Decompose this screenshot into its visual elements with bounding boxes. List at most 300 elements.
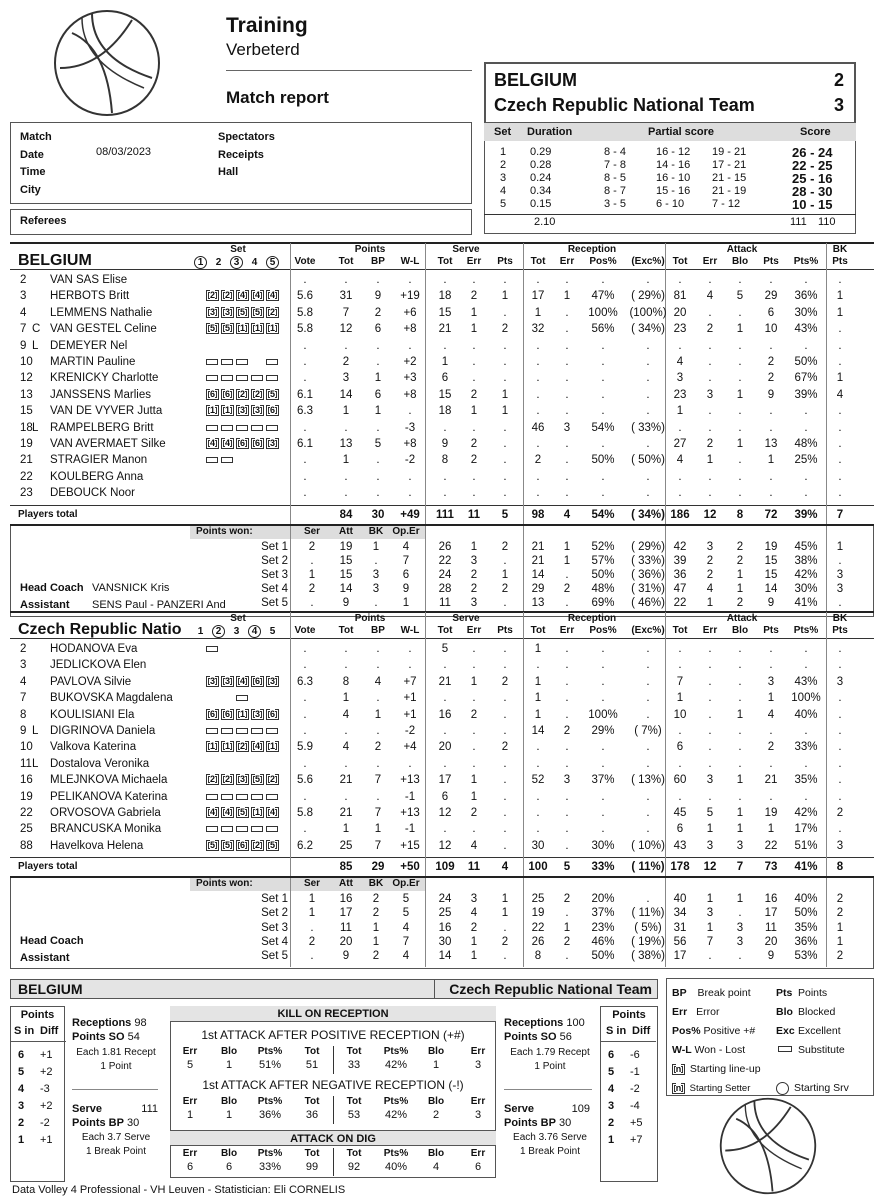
kill-header: Pts% bbox=[257, 1096, 283, 1107]
kill-divider bbox=[333, 1046, 334, 1074]
stat-cell: . bbox=[376, 790, 380, 803]
stat-cell: . bbox=[303, 659, 307, 672]
stat-cell: . bbox=[738, 470, 742, 483]
set-position-value: 3 bbox=[254, 708, 260, 719]
set-position-value: 2 bbox=[224, 774, 230, 785]
total-cell: 73 bbox=[764, 861, 778, 874]
set-stat-cell: 20 bbox=[764, 935, 778, 948]
substitute-marker bbox=[206, 794, 218, 800]
set-stat-cell: ( 11%) bbox=[631, 907, 665, 920]
set-stat-cell: 4 bbox=[470, 907, 478, 920]
bottom-team-a: BELGIUM bbox=[18, 981, 83, 997]
stat-cell: . bbox=[536, 487, 540, 500]
head-coach-name: VANSNICK Kris bbox=[92, 582, 170, 594]
kill-header: Tot bbox=[346, 1046, 362, 1057]
set-stat-cell: 17 bbox=[764, 907, 778, 920]
set-position-value: 3 bbox=[224, 306, 230, 317]
stat-cell: . bbox=[601, 757, 605, 770]
starting-position bbox=[206, 389, 219, 400]
total-cell: 111 bbox=[436, 508, 454, 521]
stat-cell: 5.6 bbox=[297, 290, 313, 303]
stat-cell: . bbox=[344, 470, 348, 483]
rotation-diff: +2 bbox=[40, 1066, 53, 1078]
stat-cell: 5.8 bbox=[297, 323, 313, 336]
stat-cell: . bbox=[678, 339, 682, 352]
stat-cell: 1 bbox=[470, 405, 478, 418]
total-cell: 100 bbox=[528, 861, 548, 874]
stat-cell: . bbox=[838, 643, 842, 655]
set-stat-cell: 15 bbox=[764, 554, 778, 567]
set-stat-cell: 45% bbox=[794, 540, 818, 553]
sin-label-b: S in bbox=[606, 1025, 627, 1037]
set-stat-cell: 15 bbox=[339, 554, 353, 567]
stat-cell: ( 29%) bbox=[631, 290, 665, 303]
column-divider bbox=[826, 857, 827, 876]
stat-cell: . bbox=[503, 839, 507, 852]
set-stat-cell: 3 bbox=[836, 583, 844, 596]
stat-cell: 1 bbox=[563, 290, 571, 303]
stat-cell: . bbox=[536, 659, 540, 672]
player-role: C bbox=[32, 323, 41, 336]
stat-cell: -1 bbox=[404, 790, 416, 803]
rotation-position: 4 bbox=[608, 1083, 615, 1095]
stat-cell: 2 bbox=[470, 708, 478, 721]
stat-cell: . bbox=[646, 487, 650, 500]
stat-cell: . bbox=[601, 470, 605, 483]
substitute-marker bbox=[221, 425, 233, 431]
stat-cell: . bbox=[565, 323, 569, 336]
total-cell: ( 11%) bbox=[631, 861, 665, 874]
stat-cell: . bbox=[708, 470, 712, 483]
legend-err: Err bbox=[672, 1006, 688, 1018]
set-position-value: 1 bbox=[209, 405, 215, 416]
stat-cell: 1 bbox=[836, 372, 844, 385]
player-row bbox=[10, 657, 874, 673]
set-number-3: 3 bbox=[230, 256, 243, 269]
total-cell: 41% bbox=[794, 861, 818, 874]
set-stat-cell: 38% bbox=[794, 554, 818, 567]
kill-value: 51 bbox=[305, 1059, 319, 1071]
player-row bbox=[10, 821, 874, 837]
legend-exc: Exc bbox=[776, 1025, 795, 1037]
player-name: ORVOSOVA Gabriela bbox=[50, 807, 161, 819]
stat-cell: 5.8 bbox=[297, 807, 313, 819]
stat-cell: 5.6 bbox=[297, 774, 313, 787]
starting-position bbox=[266, 709, 279, 720]
set-stat-cell: 2 bbox=[308, 583, 316, 596]
stat-cell: . bbox=[565, 487, 569, 500]
col-subheader-tot: Tot bbox=[338, 625, 354, 636]
stat-cell: . bbox=[769, 643, 773, 655]
stat-cell: 6.3 bbox=[297, 405, 313, 418]
stat-cell: 2 bbox=[470, 388, 478, 401]
legend-sub-text: Substitute bbox=[798, 1044, 845, 1056]
player-name: VAN GESTEL Celine bbox=[50, 323, 157, 336]
set-position-value: 5 bbox=[269, 839, 275, 850]
stat-cell: 1 bbox=[676, 692, 684, 705]
set-position-value: 1 bbox=[239, 323, 245, 334]
kill-header: Blo bbox=[427, 1096, 445, 1107]
stat-cell: . bbox=[303, 708, 307, 721]
stat-cell: . bbox=[708, 659, 712, 672]
starting-position bbox=[251, 405, 264, 416]
set-stat-cell: 2 bbox=[563, 893, 571, 906]
set-label: Set 5 bbox=[261, 597, 288, 610]
match-date: 08/03/2023 bbox=[96, 146, 152, 158]
stat-cell: 43 bbox=[673, 839, 687, 852]
stat-cell: . bbox=[565, 274, 569, 286]
set-stat-cell: 21 bbox=[531, 540, 545, 553]
player-row bbox=[10, 739, 874, 755]
total-cell: 33% bbox=[591, 861, 615, 874]
player-name: VAN AVERMAET Silke bbox=[50, 438, 166, 450]
kill-header: Pts% bbox=[383, 1096, 409, 1107]
stat-cell: . bbox=[565, 643, 569, 655]
stat-cell: . bbox=[678, 757, 682, 770]
starting-position bbox=[266, 807, 279, 818]
set-stat-cell: 2 bbox=[736, 597, 744, 610]
column-divider bbox=[665, 505, 666, 524]
stat-cell: 1 bbox=[534, 708, 542, 721]
player-row bbox=[10, 838, 874, 854]
stat-cell: . bbox=[536, 356, 540, 368]
set-stat-cell: 2 bbox=[836, 893, 844, 906]
sets-cell: 17 - 21 bbox=[712, 159, 747, 171]
stat-cell: . bbox=[565, 372, 569, 385]
set-number-5: 5 bbox=[269, 626, 276, 637]
stat-cell: . bbox=[376, 659, 380, 672]
starting-position bbox=[236, 709, 249, 720]
points-label-a: Points bbox=[20, 1009, 55, 1021]
starting-position bbox=[251, 307, 264, 318]
set-number-4: 4 bbox=[251, 257, 258, 268]
total-cell: 109 bbox=[435, 861, 455, 874]
stat-cell: 39% bbox=[794, 388, 818, 401]
set-stat-cell: 11 bbox=[340, 921, 352, 934]
stat-cell: . bbox=[376, 725, 380, 737]
one-point-b: 1 Point bbox=[534, 1061, 566, 1072]
stat-cell: 46 bbox=[531, 421, 545, 434]
stat-cell: 21 bbox=[339, 774, 353, 787]
player-number: 4 bbox=[20, 675, 27, 688]
set-position-value: 1 bbox=[224, 741, 230, 752]
substitute-marker bbox=[221, 728, 233, 734]
stat-cell: . bbox=[646, 405, 650, 418]
player-row bbox=[10, 288, 874, 304]
stat-cell: 5.9 bbox=[297, 741, 313, 754]
stat-cell: . bbox=[708, 339, 712, 352]
legend-setter-text: Starting Setter bbox=[689, 1083, 751, 1094]
legend-pos: Pos% bbox=[672, 1025, 701, 1037]
set-stat-cell: 16 bbox=[764, 893, 778, 906]
player-row bbox=[10, 641, 874, 657]
rotation-position: 6 bbox=[608, 1049, 615, 1061]
starting-position bbox=[236, 741, 249, 752]
stat-cell: . bbox=[678, 790, 682, 803]
legend-pts: Pts bbox=[776, 987, 793, 999]
sets-cell: 7 - 8 bbox=[604, 159, 627, 171]
total-cell: 30 bbox=[371, 508, 385, 521]
points-won-label: Points won: bbox=[196, 525, 253, 537]
player-role: L bbox=[32, 339, 39, 352]
stat-cell: . bbox=[708, 487, 712, 500]
stat-cell: . bbox=[565, 741, 569, 754]
points-won-header: BK bbox=[368, 878, 384, 890]
stat-cell: . bbox=[601, 692, 605, 705]
col-subheader-err: Err bbox=[702, 625, 718, 636]
set-position-value: 2 bbox=[269, 774, 275, 785]
col-subheader-err: Err bbox=[466, 625, 482, 636]
stat-cell: ( 13%) bbox=[631, 774, 665, 787]
stat-cell: . bbox=[738, 757, 742, 770]
stat-cell: . bbox=[838, 774, 842, 787]
set-stat-cell: ( 46%) bbox=[631, 597, 665, 610]
assistant-label: Assistant bbox=[20, 951, 70, 964]
sets-cell: 14 - 16 bbox=[656, 159, 691, 171]
stat-cell: . bbox=[565, 659, 569, 672]
kill-value: 33 bbox=[347, 1059, 361, 1071]
legend-pos-text: Positive +# bbox=[703, 1025, 756, 1037]
kill-header: Tot bbox=[346, 1096, 362, 1107]
stat-cell: . bbox=[738, 675, 742, 688]
stat-cell: . bbox=[769, 470, 773, 483]
stat-cell: . bbox=[443, 421, 447, 434]
stat-cell: . bbox=[738, 790, 742, 803]
each-serve-a: Each 3.7 Serve bbox=[81, 1132, 151, 1143]
stat-cell: 3 bbox=[706, 774, 714, 787]
col-subheader-pts: Pts bbox=[832, 625, 848, 636]
stat-cell: 1 bbox=[374, 372, 382, 385]
stat-cell: 27 bbox=[673, 438, 687, 450]
sets-cell: 21 - 15 bbox=[712, 172, 747, 184]
player-row bbox=[10, 387, 874, 403]
stat-cell: 2 bbox=[767, 372, 775, 385]
stat-cell: 100% bbox=[791, 692, 821, 705]
referees-box bbox=[10, 209, 472, 235]
sets-header-score: Score bbox=[800, 126, 831, 138]
stat-cell: . bbox=[678, 470, 682, 483]
set-stat-cell: 2 bbox=[372, 950, 380, 962]
negative-reception-title: 1st ATTACK AFTER NEGATIVE RECEPTION (-!) bbox=[202, 1078, 464, 1092]
set-stat-cell: 31 bbox=[673, 921, 687, 934]
kill-header: Tot bbox=[304, 1046, 320, 1057]
stat-cell: 8 bbox=[441, 454, 449, 467]
player-number: 7 bbox=[20, 692, 27, 705]
stat-cell: . bbox=[838, 790, 842, 803]
rotation-position: 4 bbox=[18, 1083, 25, 1095]
stat-cell: 2 bbox=[767, 741, 775, 754]
kill-divider bbox=[333, 1096, 334, 1124]
total-cell: 178 bbox=[670, 861, 690, 874]
set-number-4: 4 bbox=[248, 625, 261, 638]
set-stat-cell: 42% bbox=[794, 569, 818, 581]
stat-cell: . bbox=[738, 692, 742, 705]
set-stat-cell: 1 bbox=[470, 950, 478, 962]
serve-count: 111 bbox=[141, 1103, 158, 1115]
set-breakdown-row bbox=[10, 949, 874, 963]
starting-position bbox=[236, 290, 249, 301]
set-position-value: 3 bbox=[254, 405, 260, 416]
break-point-a: 1 Break Point bbox=[85, 1146, 147, 1157]
kill-header: Pts% bbox=[257, 1046, 283, 1057]
rotation-diff: -6 bbox=[630, 1049, 640, 1061]
stat-cell: . bbox=[536, 372, 540, 385]
set-label: Set 2 bbox=[261, 554, 288, 567]
set-stat-cell: 7 bbox=[402, 935, 410, 948]
set-position-value: 5 bbox=[209, 323, 215, 334]
total-cell: 11 bbox=[467, 861, 481, 874]
player-name: VAN SAS Elise bbox=[50, 274, 128, 286]
stat-cell: . bbox=[804, 725, 808, 737]
set-stat-cell: . bbox=[503, 597, 507, 610]
col-header-points: Points bbox=[354, 613, 386, 624]
stat-cell: 15 bbox=[438, 388, 452, 401]
stat-cell: . bbox=[503, 470, 507, 483]
player-role: L bbox=[32, 725, 39, 737]
stat-cell: . bbox=[376, 643, 380, 655]
stat-cell: 1 bbox=[736, 438, 744, 450]
stat-cell: +13 bbox=[400, 774, 420, 787]
stat-cell: 30% bbox=[794, 306, 818, 319]
stat-cell: . bbox=[646, 823, 650, 836]
stat-cell: . bbox=[601, 790, 605, 803]
stat-cell: . bbox=[376, 356, 380, 368]
stat-cell: . bbox=[443, 823, 447, 836]
starting-position bbox=[206, 307, 219, 318]
substitute-marker bbox=[251, 794, 263, 800]
stat-cell: 6.2 bbox=[297, 839, 313, 852]
stat-cell: 4 bbox=[676, 356, 684, 368]
set-stat-cell: 7 bbox=[402, 554, 410, 567]
stat-cell: . bbox=[738, 372, 742, 385]
points-won-header: Ser bbox=[303, 878, 321, 890]
set-position-value: 3 bbox=[269, 675, 275, 686]
points-bp-count: 30 bbox=[559, 1117, 572, 1129]
header-bottom-rule bbox=[10, 638, 874, 639]
stat-cell: . bbox=[536, 470, 540, 483]
column-divider bbox=[523, 505, 524, 524]
stat-cell: . bbox=[472, 741, 476, 754]
sets-cell: 2 bbox=[500, 159, 507, 171]
sets-cell: 6 - 10 bbox=[656, 198, 685, 210]
spectators-label: Spectators bbox=[218, 131, 275, 143]
rotation-position: 6 bbox=[18, 1049, 25, 1061]
set-position-value: 1 bbox=[239, 708, 245, 719]
stat-cell: . bbox=[738, 306, 742, 319]
set-stat-cell: 1 bbox=[308, 893, 316, 906]
substitute-marker bbox=[266, 794, 278, 800]
stat-cell: 1 bbox=[836, 290, 844, 303]
total-cell: 54% bbox=[591, 508, 615, 521]
stat-cell: . bbox=[769, 405, 773, 418]
total-cell: 39% bbox=[794, 508, 818, 521]
set-label: Set 3 bbox=[261, 569, 288, 581]
col-header-serve: Serve bbox=[452, 613, 480, 624]
stat-cell: +4 bbox=[403, 741, 417, 754]
column-divider bbox=[523, 857, 524, 876]
match-label: Match bbox=[20, 131, 52, 143]
stat-cell: . bbox=[838, 470, 842, 483]
player-row bbox=[10, 452, 874, 468]
stat-cell: 1 bbox=[736, 774, 744, 787]
col-subheader-pts: Pts bbox=[497, 625, 513, 636]
attack-on-dig-title: ATTACK ON DIG bbox=[170, 1130, 496, 1146]
col-subheader-blo: Blo bbox=[731, 256, 749, 267]
stat-cell: . bbox=[708, 643, 712, 655]
stat-cell: . bbox=[565, 438, 569, 450]
rotation-header-rule bbox=[10, 1041, 66, 1042]
sets-header-set: Set bbox=[494, 126, 512, 138]
stat-cell: . bbox=[646, 339, 650, 352]
player-name: KRENICKY Charlotte bbox=[50, 372, 159, 385]
kill-value: 51% bbox=[258, 1059, 282, 1071]
stat-cell: 22 bbox=[764, 839, 778, 852]
set-stat-cell: 8 bbox=[534, 950, 542, 962]
set-stat-cell: 21 bbox=[531, 554, 545, 567]
substitute-marker bbox=[236, 826, 248, 832]
stat-cell: 3 bbox=[836, 839, 844, 852]
stat-cell: . bbox=[838, 356, 842, 368]
set-breakdown-row bbox=[10, 921, 874, 935]
col-subheader-err: Err bbox=[559, 256, 575, 267]
player-name: PELIKANOVA Katerina bbox=[50, 790, 168, 803]
stat-cell: . bbox=[708, 405, 712, 418]
substitute-marker bbox=[266, 375, 278, 381]
player-number: 9 bbox=[20, 339, 27, 352]
set-stat-cell: 1 bbox=[308, 569, 316, 581]
kill-header: Tot bbox=[346, 1148, 362, 1159]
stat-cell: 1 bbox=[470, 323, 478, 336]
starting-position bbox=[206, 741, 219, 752]
stat-cell: 7 bbox=[374, 839, 382, 852]
stat-cell: 2 bbox=[470, 807, 478, 819]
city-label: City bbox=[20, 183, 41, 196]
stat-cell: . bbox=[408, 470, 412, 483]
stat-cell: . bbox=[503, 372, 507, 385]
total-duration: 2.10 bbox=[534, 216, 556, 228]
stat-cell: 1 bbox=[501, 290, 509, 303]
substitute-marker bbox=[251, 425, 263, 431]
stat-cell: . bbox=[503, 659, 507, 672]
set-stat-cell: 41% bbox=[794, 597, 818, 610]
stat-cell: . bbox=[443, 339, 447, 352]
total-cell: 5 bbox=[563, 861, 571, 874]
points-won-header: Op.Er bbox=[392, 878, 420, 890]
stat-cell: 3 bbox=[836, 675, 844, 688]
set-stat-cell: . bbox=[738, 907, 742, 920]
stat-cell: 1 bbox=[767, 692, 775, 705]
set-label: Set 4 bbox=[261, 583, 288, 596]
set-position-value: 4 bbox=[254, 741, 260, 752]
stat-cell: . bbox=[536, 438, 540, 450]
points-won-header: Ser bbox=[303, 525, 321, 537]
stat-cell: . bbox=[738, 339, 742, 352]
starting-position bbox=[236, 405, 249, 416]
stat-cell: 1 bbox=[767, 454, 775, 467]
points-so-count: 54 bbox=[127, 1031, 140, 1043]
starting-position bbox=[266, 307, 279, 318]
rotation-diff: +5 bbox=[630, 1117, 643, 1129]
col-subheader-tot: Tot bbox=[530, 256, 546, 267]
legend-blo-text: Blocked bbox=[798, 1006, 836, 1018]
stat-cell: 1 bbox=[374, 405, 382, 418]
stat-cell: 3 bbox=[676, 372, 684, 385]
set-stat-cell: 52% bbox=[591, 540, 615, 553]
player-number: 2 bbox=[20, 274, 27, 286]
starting-position bbox=[266, 840, 279, 851]
stat-cell: +13 bbox=[400, 807, 420, 819]
set-stat-cell: 25 bbox=[531, 893, 545, 906]
